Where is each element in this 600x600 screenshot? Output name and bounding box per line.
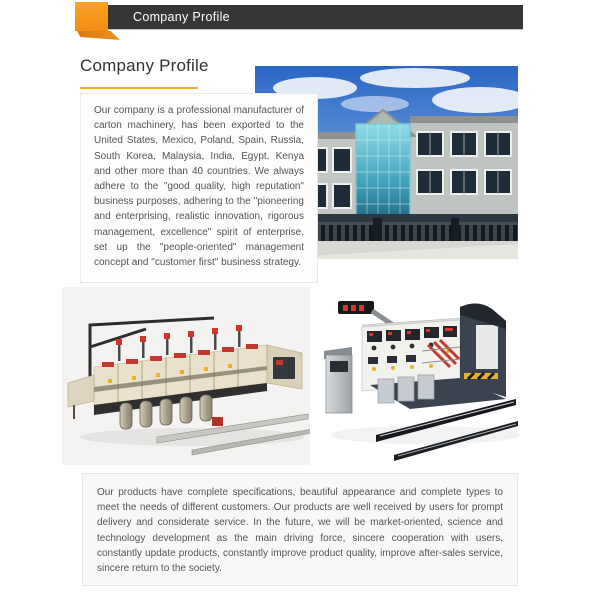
about-text-box (80, 93, 318, 283)
section-header-title: Company Profile (133, 10, 230, 24)
section-header-bar (104, 5, 523, 30)
orange-ribbon-accent (75, 2, 108, 31)
products-text-box (82, 473, 518, 586)
page-title: Company Profile (80, 56, 209, 75)
about-text: Our company is a professional manufacturer of carton machinery, has been exported to the United States, Mexico, Poland, Spain, Russia, South Korea, Malaysia, India, Egypt, Kenya and other more than 40 countries. We always adhere to the "good quality, high reputation" business purposes, adhering to the "pioneering and enterprising, realistic innovation, rigorous management, excellence" spirit of enterprise, set up the "people-oriented" management concept and "customer first" business strategy. (94, 105, 304, 269)
title-underline (80, 87, 198, 89)
machine-photo-right (310, 285, 520, 470)
products-text: Our products have complete specifications, beautiful appearance and complete types to meet the needs of different customers. Our products are well received by users for prompt delivery and considerate service. In the future, we will be market-oriented, science and technology development as the main driving force, sincere cooperation with users, constantly update products, constantly improve product quality, improve after-sales service, sincere return to the society. (97, 487, 503, 575)
machine-photo-left (62, 287, 312, 465)
